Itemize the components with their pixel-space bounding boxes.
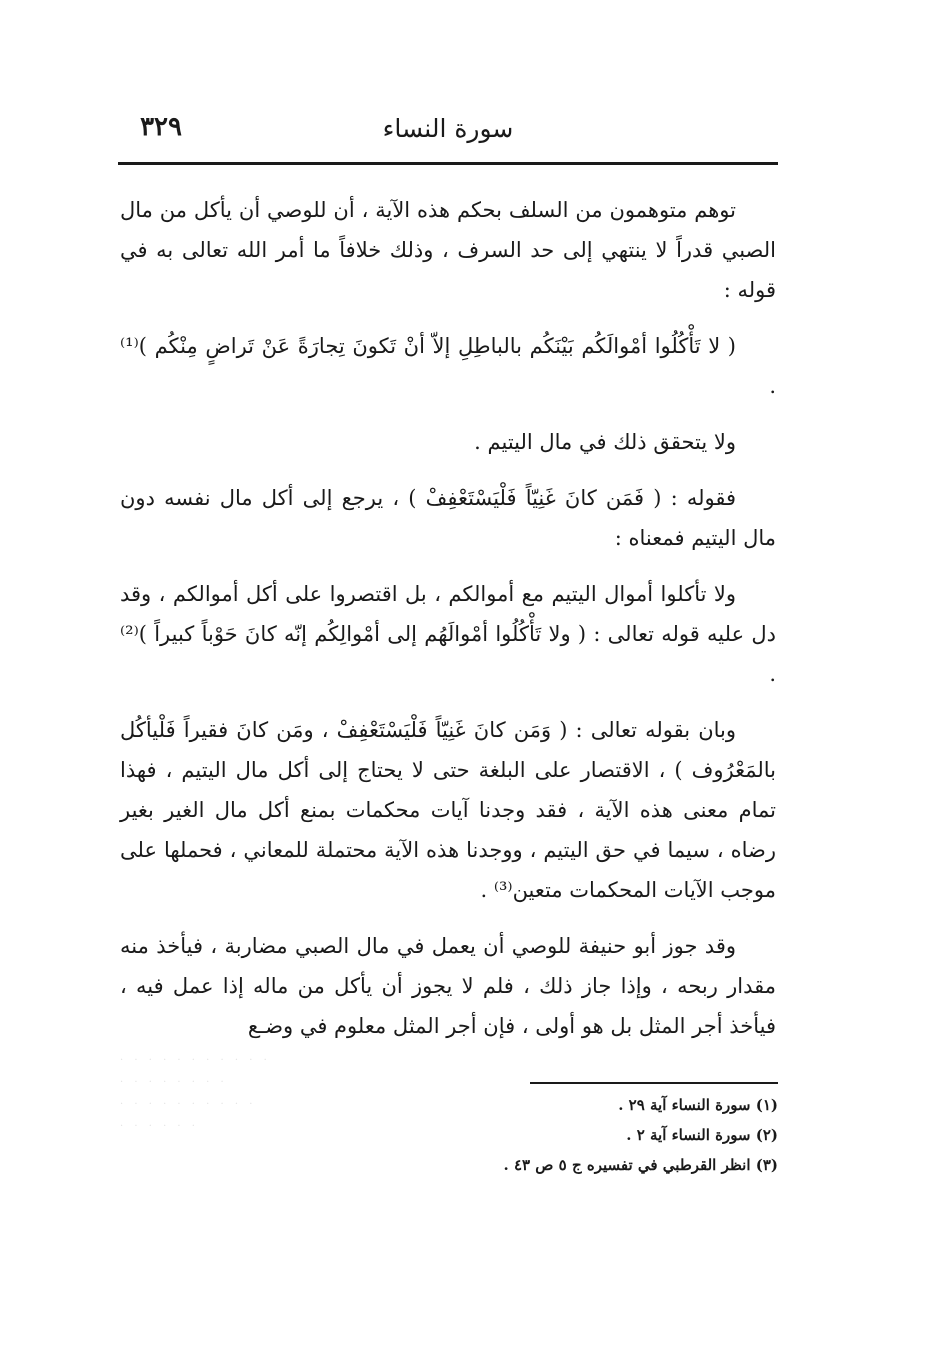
footnote-2: (٢) سورة النساء آية ٢ . xyxy=(626,1126,778,1144)
paragraph: توهم متوهمون من السلف بحكم هذه الآية ، أن للوصي أن يأكل من مال الصبي قدراً لا ينتهي إلى حد السرف ، وذلك خلافاً ما أمر الله تعالى به في قوله : xyxy=(120,198,776,302)
paragraph: ولا يتحقق ذلك في مال اليتيم . xyxy=(474,430,736,454)
main-text xyxy=(120,190,776,1062)
running-title: سورة النساء xyxy=(382,114,514,143)
footnotes xyxy=(380,1090,778,1180)
header-rule xyxy=(118,162,778,165)
quran-quote: ( لا تَأْكُلُوا أمْوالَكُم بَيْنَكُم بالباطِلِ إلاّ أنْ تَكونَ تِجارَةً عَنْ تَراضٍ مِنْكُم )⁽¹⁾ . xyxy=(120,334,776,398)
footnote-rule xyxy=(530,1082,778,1084)
footnote-1: (١) سورة النساء آية ٢٩ . xyxy=(618,1096,778,1114)
scan-speckle: · · · · · · · · · · · · · · · · · · · · · · · · · · · · · · · · · · · xyxy=(120,1055,271,1132)
paragraph: وقد جوز أبو حنيفة للوصي أن يعمل في مال الصبي مضاربة ، فيأخذ منه مقدار ربحه ، وإذا جاز ذلك ، فلم لا يجوز أن يأكل من ماله إذا عمل فيه ، فيأخذ أجر المثل بل هو أولى ، فإن أجر المثل معلوم في وضـع xyxy=(120,934,776,1038)
paragraph: وبان بقوله تعالى : ( وَمَن كانَ غَنِيّاً فَلْيَسْتَعْفِفْ ، ومَن كانَ فقيراً فَلْيأكُل بالمَعْرُوف ) ، الاقتصار على البلغة حتى لا يحتاج إلى أكل مال اليتيم ، فهذا تمام معنى هذه الآية ، فقد وجدنا آيات محكمات بمنع أكل مال الغير بغير رضاه ، سيما في حق اليتيم ، ووجدنا هذه الآية محتملة للمعاني ، فحملها على موجب الآيات المحكمات متعين⁽³⁾ . xyxy=(120,718,776,902)
paragraph: ولا تأكلوا أموال اليتيم مع أموالكم ، بل اقتصروا على أكل أموالكم ، وقد دل عليه قوله تعالى : ( ولا تَأْكُلُوا أمْوالَهُم إلى أمْوالِكُم إنّه كانَ حَوْباً كبيراً )⁽²⁾ . xyxy=(120,582,776,686)
page-number: ٣٢٩ xyxy=(140,112,182,142)
page-header xyxy=(118,100,778,170)
footnote-3: (٣) انظر القرطبي في تفسيره ج ٥ ص ٤٣ . xyxy=(503,1156,778,1174)
paragraph: فقوله : ( فَمَن كانَ غَنِيّاً فَلْيَسْتَعْفِفْ ) ، يرجع إلى أكل مال نفسه دون مال اليتيم فمعناه : xyxy=(120,486,776,550)
